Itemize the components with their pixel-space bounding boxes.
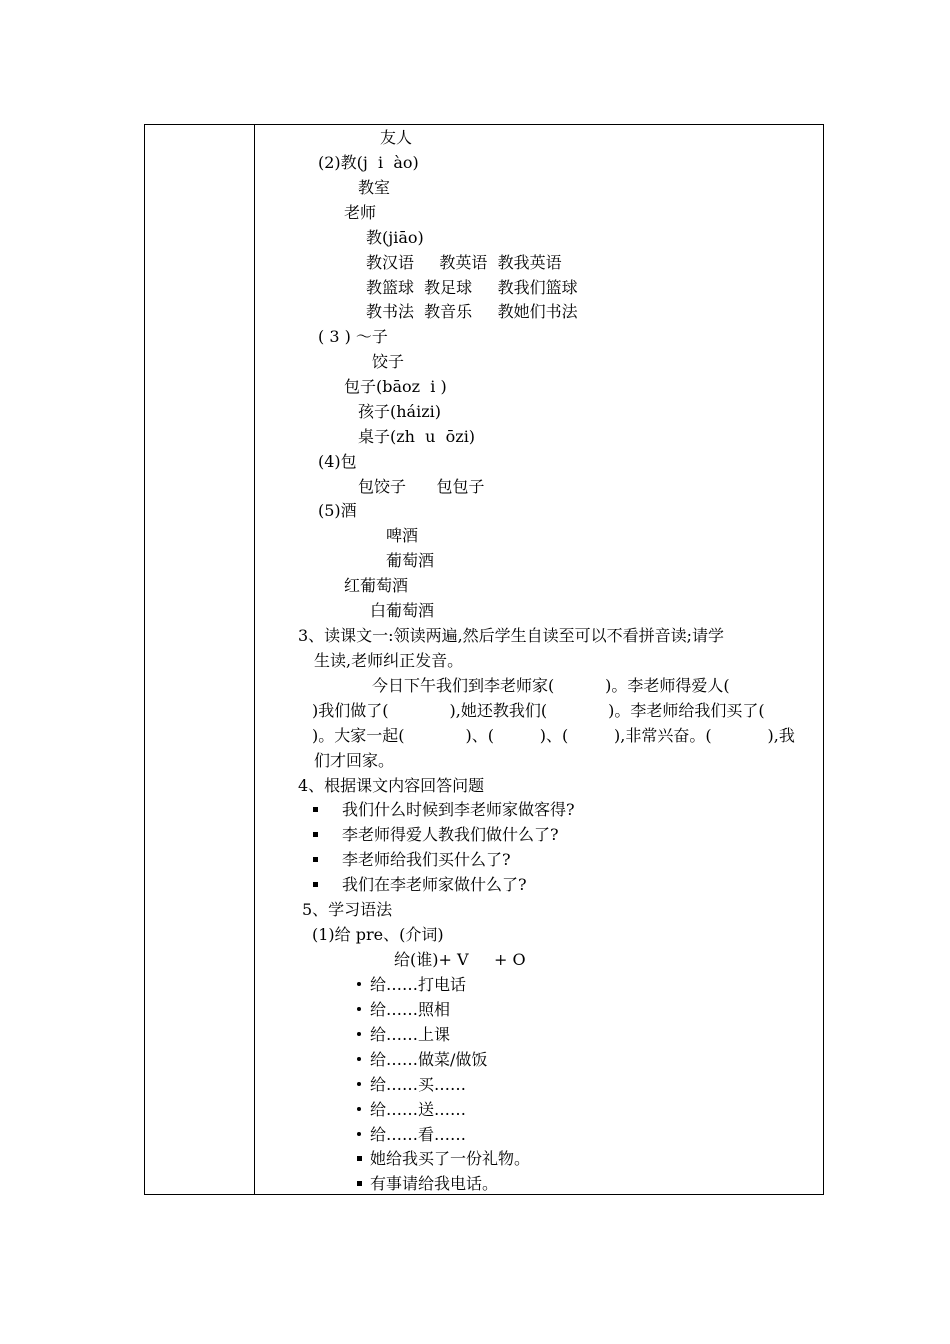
text-line: ( 3 ) ～子 [318,327,388,346]
dot-bullet [357,1007,361,1011]
square-bullet [313,832,318,837]
text-line: (4)包 [318,452,357,471]
list-item: 给……做菜/做饭 [370,1050,488,1069]
square-bullet [357,1156,362,1161]
text-line: 白葡萄酒 [370,601,435,620]
dot-bullet [357,1057,361,1061]
column-divider [254,125,255,1194]
text-line: 葡萄酒 [386,551,435,570]
text-line: 教(jiāo) [366,228,424,247]
list-item: 给……打电话 [370,975,467,994]
dot-bullet [357,1032,361,1036]
square-bullet [313,807,318,812]
dot-bullet [357,1107,361,1111]
text-line: 给(谁)+ V + O [394,950,526,969]
text-line: (2)教(j i ào) [318,153,419,172]
text-line: 教篮球 教足球 教我们篮球 [366,278,578,297]
text-line: 4、根据课文内容回答问题 [298,776,485,795]
list-item: 给……看…… [370,1125,467,1144]
list-item: 给……上课 [370,1025,451,1044]
list-item: 李老师得爱人教我们做什么了? [342,825,559,844]
text-line: (1)给 pre、(介词) [312,925,444,944]
dot-bullet [357,1082,361,1086]
text-line: 包子(bāoz i ) [344,377,447,396]
text-line: 红葡萄酒 [344,576,409,595]
text-line: 饺子 [372,352,405,371]
text-line: 啤酒 [386,526,419,545]
text-line: )我们做了( ),她还教我们( )。李老师给我们买了( [312,701,765,720]
square-bullet [357,1181,362,1186]
text-line: 教室 [358,178,391,197]
text-line: 友人 [380,128,413,147]
list-item: 给……买…… [370,1075,467,1094]
list-item: 给……照相 [370,1000,451,1019]
list-item: 给……送…… [370,1100,467,1119]
square-bullet [313,857,318,862]
text-line: 们才回家。 [314,751,395,770]
text-line: )。大家一起( )、( )、( ),非常兴奋。( ),我 [312,726,795,745]
text-line: 包饺子 包包子 [358,477,485,496]
square-bullet [313,882,318,887]
list-item: 我们什么时候到李老师家做客得? [342,800,575,819]
text-line: 教书法 教音乐 教她们书法 [366,302,578,321]
text-line: 老师 [344,203,377,222]
text-line: (5)酒 [318,501,357,520]
list-item: 有事请给我电话。 [370,1174,499,1193]
text-line: 3、读课文一:领读两遍,然后学生自读至可以不看拼音读;请学 [298,626,725,645]
text-line: 孩子(háizi) [358,402,441,421]
text-line: 教汉语 教英语 教我英语 [366,253,562,272]
dot-bullet [357,982,361,986]
list-item: 她给我买了一份礼物。 [370,1149,531,1168]
text-line: 生读,老师纠正发音。 [314,651,464,670]
text-line: 今日下午我们到李老师家( )。李老师得爱人( [372,676,730,695]
dot-bullet [357,1132,361,1136]
list-item: 李老师给我们买什么了? [342,850,511,869]
text-line: 5、学习语法 [302,900,393,919]
list-item: 我们在李老师家做什么了? [342,875,527,894]
text-line: 桌子(zh u ōzi) [358,427,476,446]
